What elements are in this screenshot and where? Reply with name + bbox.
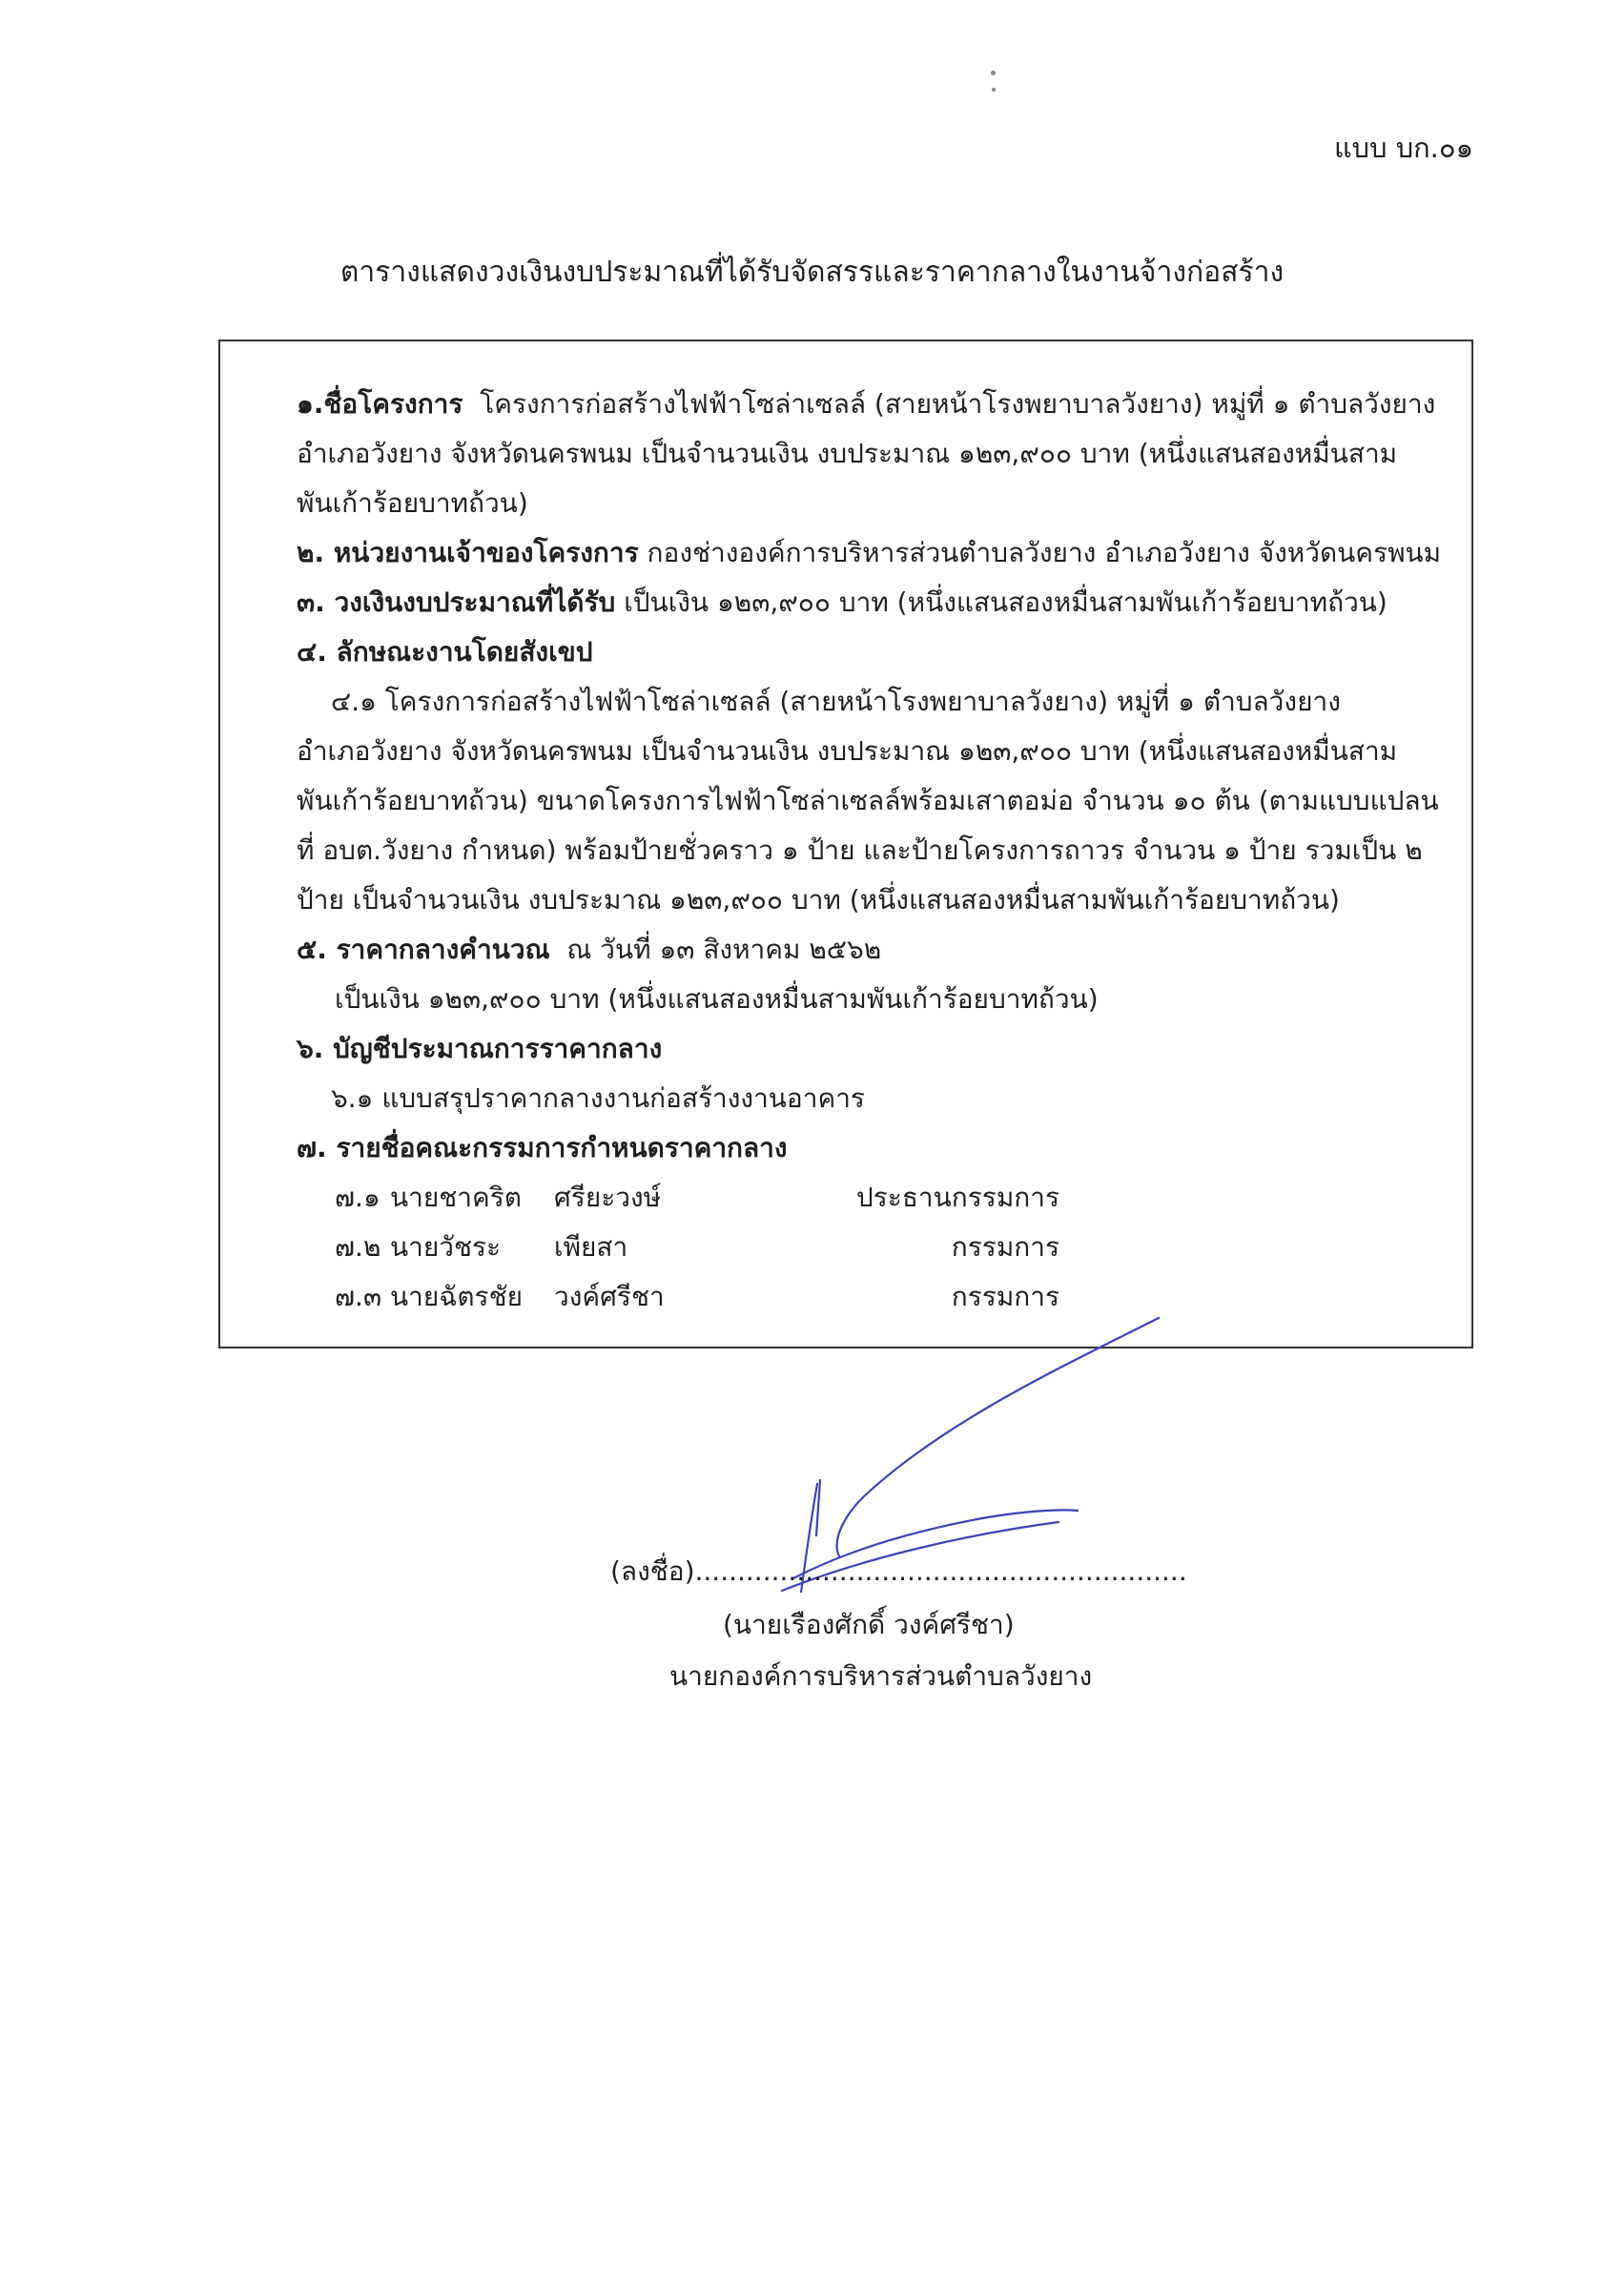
committee-num: ๗.๓ bbox=[335, 1281, 382, 1312]
item4-line4: ที่ อบต.วังยาง กำหนด) พร้อมป้ายชั่วคราว ๑ ป้าย และป้ายโครงการถาวร จำนวน ๑ ป้าย รวมเป็น ๒ bbox=[297, 834, 1423, 866]
item3-line bbox=[297, 578, 1388, 628]
signer-title: นายกองค์การบริหารส่วนตำบลวังยาง bbox=[669, 1660, 1093, 1692]
committee-role: กรรมการ bbox=[951, 1281, 1059, 1312]
scan-speck bbox=[991, 71, 996, 75]
scan-speck bbox=[992, 88, 996, 92]
committee-name: นายวัชระ bbox=[390, 1231, 502, 1263]
form-code: แบบ บก.๐๑ bbox=[1333, 132, 1473, 164]
item7-label: ๗. รายชื่อคณะกรรมการกำหนดราคากลาง bbox=[297, 1132, 788, 1163]
item5-line bbox=[297, 925, 881, 975]
committee-num: ๗.๑ bbox=[335, 1182, 380, 1213]
sign-dots: .......................................................... bbox=[694, 1555, 1187, 1587]
item1-label: ๑.ชื่อโครงการ bbox=[297, 388, 463, 420]
item5-amount: เป็นเงิน ๑๒๓,๙๐๐ บาท (หนึ่งแสนสองหมื่นสามพันเก้าร้อยบาทถ้วน) bbox=[335, 983, 1099, 1015]
committee-surname: วงค์ศรีชา bbox=[554, 1281, 665, 1312]
committee-name: นายฉัตรชัย bbox=[390, 1281, 523, 1312]
item1-line2: อำเภอวังยาง จังหวัดนครพนม เป็นจำนวนเงิน งบประมาณ ๑๒๓,๙๐๐ บาท (หนึ่งแสนสองหมื่นสาม bbox=[297, 438, 1398, 469]
item3-label: ๓. วงเงินงบประมาณที่ได้รับ bbox=[297, 587, 616, 618]
item4-line1: ๔.๑ โครงการก่อสร้างไฟฟ้าโซล่าเซลล์ (สายหน้าโรงพยาบาลวังยาง) หมู่ที่ ๑ ตำบลวังยาง bbox=[331, 686, 1341, 717]
committee-role: กรรมการ bbox=[951, 1231, 1059, 1263]
item5-date: ณ วันที่ ๑๓ สิงหาคม ๒๕๖๒ bbox=[566, 934, 882, 965]
item1-line3: พันเก้าร้อยบาทถ้วน) bbox=[297, 487, 528, 519]
committee-row bbox=[335, 1173, 1059, 1223]
sign-label: (ลงชื่อ) bbox=[610, 1555, 695, 1587]
item4-label: ๔. ลักษณะงานโดยสังเขป bbox=[297, 636, 593, 668]
item1-line1 bbox=[297, 380, 1435, 429]
committee-role: ประธานกรรมการ bbox=[855, 1182, 1059, 1213]
handwritten-signature bbox=[725, 1307, 1182, 1593]
item6-sub: ๖.๑ แบบสรุปราคากลางงานก่อสร้างงานอาคาร bbox=[331, 1082, 865, 1114]
signer-name: (นายเรืองศักดิ์ วงค์ศรีชา) bbox=[723, 1609, 1015, 1640]
item4-line5: ป้าย เป็นจำนวนเงิน งบประมาณ ๑๒๓,๙๐๐ บาท (หนึ่งแสนสองหมื่นสามพันเก้าร้อยบาทถ้วน) bbox=[297, 884, 1340, 916]
item6-label: ๖. บัญชีประมาณการราคากลาง bbox=[297, 1033, 663, 1064]
item2-line bbox=[297, 528, 1441, 578]
item4-line2: อำเภอวังยาง จังหวัดนครพนม เป็นจำนวนเงิน งบประมาณ ๑๒๓,๙๐๐ บาท (หนึ่งแสนสองหมื่นสาม bbox=[297, 735, 1398, 767]
document-title: ตารางแสดงวงเงินงบประมาณที่ได้รับจัดสรรและราคากลางในงานจ้างก่อสร้าง bbox=[339, 256, 1285, 289]
item2-label: ๒. หน่วยงานเจ้าของโครงการ bbox=[297, 537, 639, 568]
committee-surname: เพียสา bbox=[554, 1231, 628, 1263]
committee-row bbox=[335, 1223, 1059, 1272]
committee-name: นายชาคริต bbox=[390, 1182, 522, 1213]
item5-label: ๕. ราคากลางคำนวณ bbox=[297, 934, 550, 965]
item2-text: กองช่างองค์การบริหารส่วนตำบลวังยาง อำเภอวังยาง จังหวัดนครพนม bbox=[647, 537, 1442, 568]
item4-line3: พันเก้าร้อยบาทถ้วน) ขนาดโครงการไฟฟ้าโซล่าเซลล์พร้อมเสาตอม่อ จำนวน ๑๐ ต้น (ตามแบบแปลน bbox=[297, 785, 1439, 816]
sign-label-line bbox=[610, 1551, 1187, 1593]
item3-text: เป็นเงิน ๑๒๓,๙๐๐ บาท (หนึ่งแสนสองหมื่นสามพันเก้าร้อยบาทถ้วน) bbox=[624, 587, 1388, 618]
committee-surname: ศรียะวงษ์ bbox=[554, 1182, 662, 1213]
item1-text-1: โครงการก่อสร้างไฟฟ้าโซล่าเซลล์ (สายหน้าโรงพยาบาลวังยาง) หมู่ที่ ๑ ตำบลวังยาง bbox=[480, 388, 1436, 420]
committee-num: ๗.๒ bbox=[335, 1231, 381, 1263]
